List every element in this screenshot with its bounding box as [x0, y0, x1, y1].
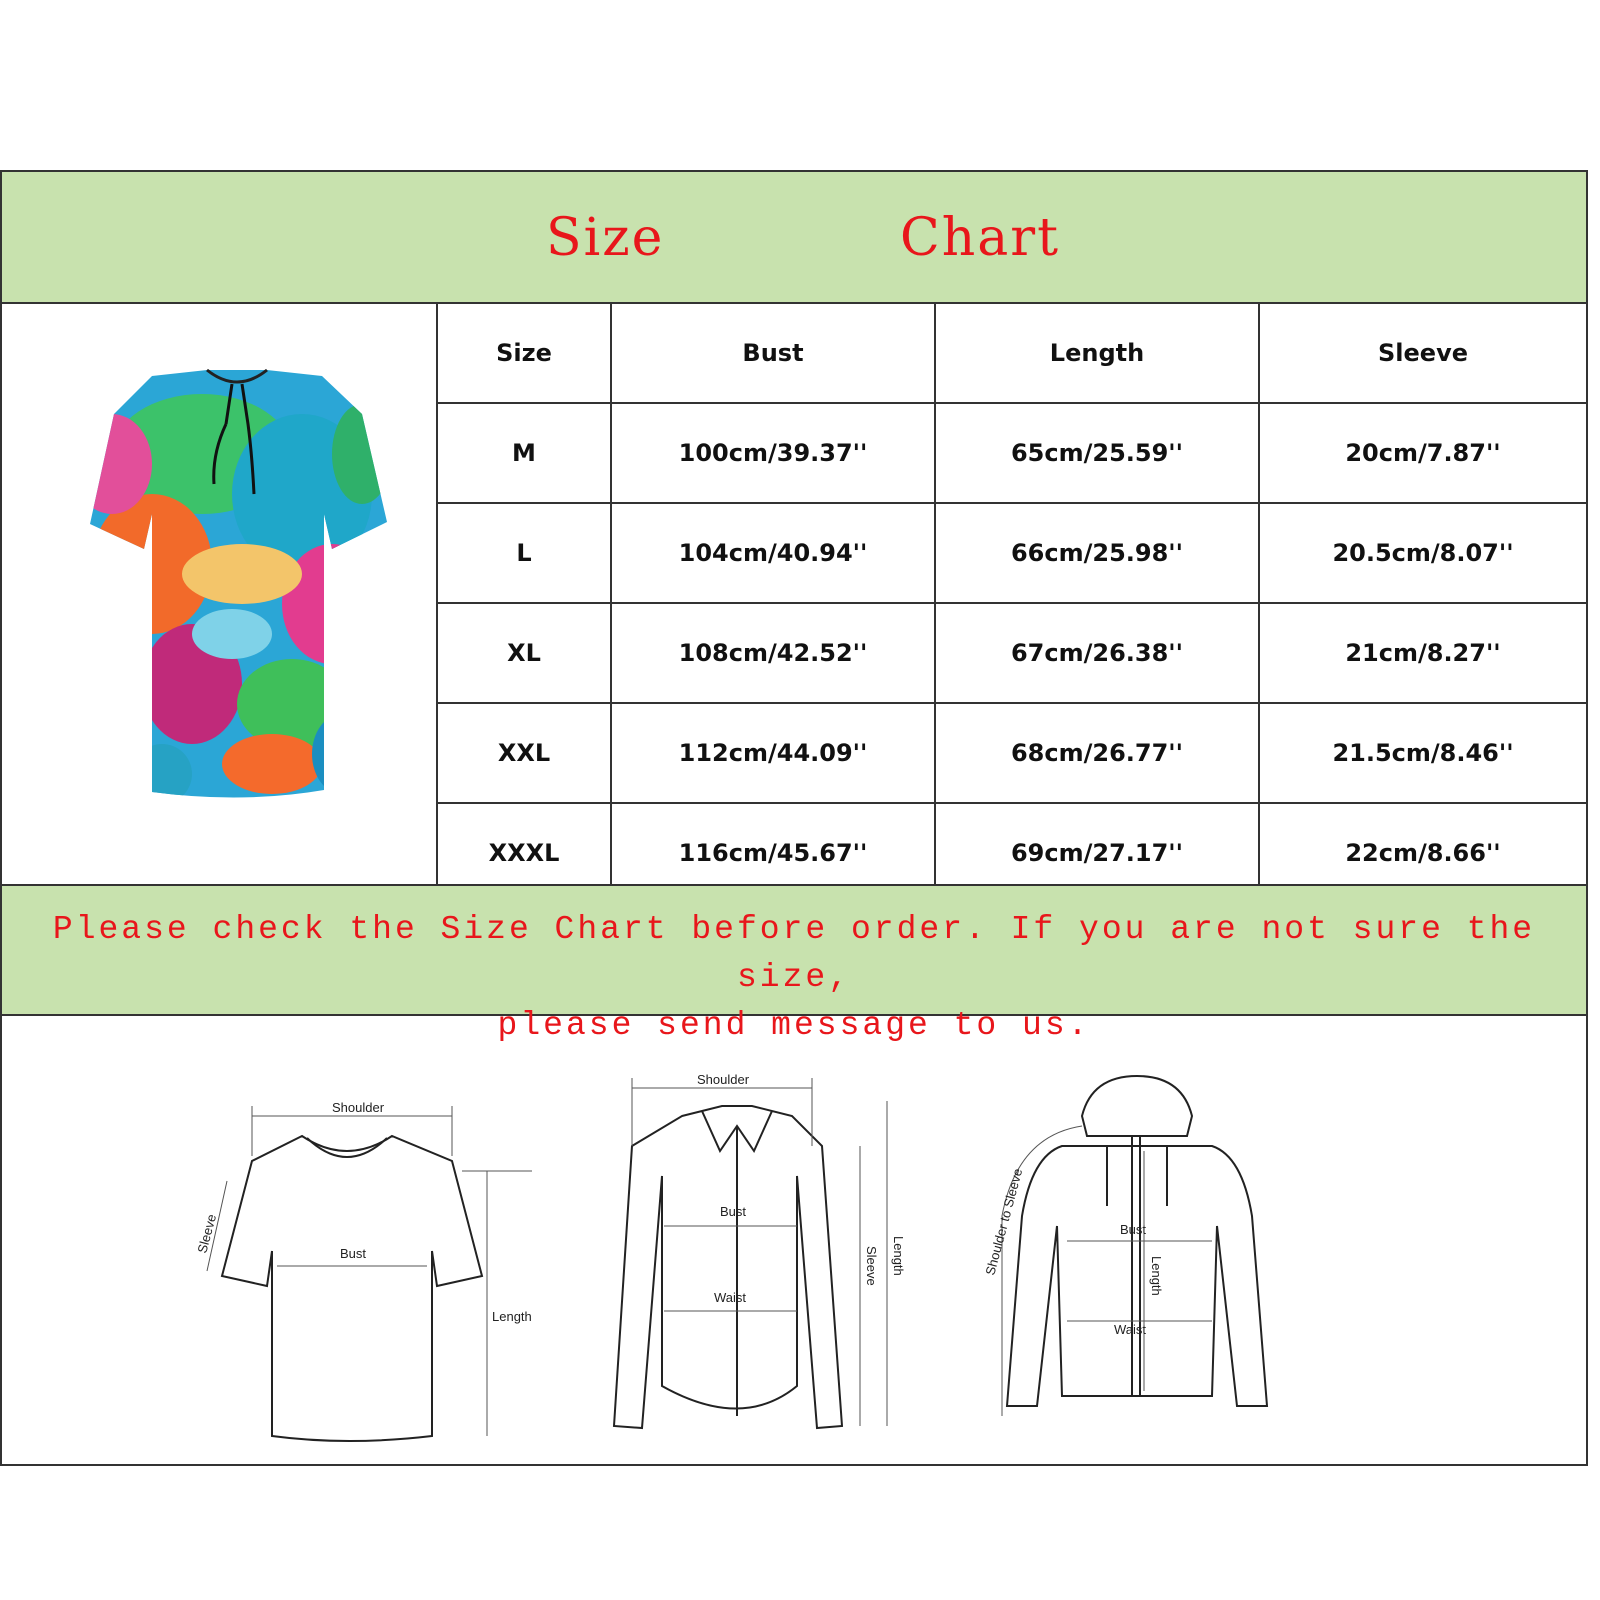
shirt-bust-label: Bust	[720, 1204, 747, 1219]
cell-bust: 100cm/39.37''	[611, 403, 935, 503]
header-size: Size	[438, 304, 611, 403]
shirt-waist-label: Waist	[714, 1290, 747, 1305]
cell-size: XXXL	[438, 803, 611, 902]
measurement-diagrams	[2, 1016, 1586, 1466]
title-band	[2, 172, 1586, 304]
hoodie-measure-diagram	[972, 1056, 1312, 1456]
header-bust: Bust	[611, 304, 935, 403]
hoodie-shoulder-to-sleeve-label: Shoulder to Sleeve	[982, 1166, 1026, 1277]
header-length: Length	[935, 304, 1259, 403]
tshirt-shoulder-label: Shoulder	[332, 1100, 385, 1115]
size-table	[438, 304, 1586, 902]
title-size-word: Size	[546, 208, 665, 268]
table-row	[438, 503, 1586, 603]
title-chart-word: Chart	[900, 208, 1061, 268]
shirt-measure-diagram	[592, 1056, 922, 1456]
cell-sleeve: 21cm/8.27''	[1259, 603, 1586, 703]
cell-length: 69cm/27.17''	[935, 803, 1259, 902]
size-note-band	[2, 884, 1586, 1044]
cell-bust: 108cm/42.52''	[611, 603, 935, 703]
shirt-length-label: Length	[891, 1236, 906, 1276]
shirt-sleeve-label: Sleeve	[864, 1246, 879, 1286]
note-line-1: Please check the Size Chart before order. If you are not sure the size,	[52, 911, 1536, 996]
cell-sleeve: 22cm/8.66''	[1259, 803, 1586, 902]
floral-tshirt-image	[2, 304, 438, 884]
table-row	[438, 603, 1586, 703]
hoodie-bust-label: Bust	[1120, 1222, 1147, 1237]
cell-bust: 112cm/44.09''	[611, 703, 935, 803]
cell-length: 68cm/26.77''	[935, 703, 1259, 803]
tshirt-length-label: Length	[492, 1309, 532, 1324]
table-row	[438, 403, 1586, 503]
cell-size: M	[438, 403, 611, 503]
cell-bust: 116cm/45.67''	[611, 803, 935, 902]
tshirt-bust-label: Bust	[340, 1246, 367, 1261]
note-line-2: please send message to us.	[497, 1007, 1091, 1044]
cell-sleeve: 20.5cm/8.07''	[1259, 503, 1586, 603]
table-row	[438, 703, 1586, 803]
hoodie-length-label: Length	[1149, 1256, 1164, 1296]
cell-size: L	[438, 503, 611, 603]
cell-sleeve: 21.5cm/8.46''	[1259, 703, 1586, 803]
shirt-shoulder-label: Shoulder	[697, 1072, 750, 1087]
tshirt-sleeve-label: Sleeve	[194, 1212, 220, 1255]
cell-bust: 104cm/40.94''	[611, 503, 935, 603]
cell-sleeve: 20cm/7.87''	[1259, 403, 1586, 503]
cell-length: 67cm/26.38''	[935, 603, 1259, 703]
cell-size: XL	[438, 603, 611, 703]
table-header-row	[438, 304, 1586, 403]
cell-size: XXL	[438, 703, 611, 803]
cell-length: 65cm/25.59''	[935, 403, 1259, 503]
product-image-cell	[2, 304, 438, 884]
header-sleeve: Sleeve	[1259, 304, 1586, 403]
hoodie-waist-label: Waist	[1114, 1322, 1147, 1337]
tshirt-measure-diagram	[182, 1086, 542, 1446]
size-chart-frame	[0, 170, 1588, 1466]
cell-length: 66cm/25.98''	[935, 503, 1259, 603]
